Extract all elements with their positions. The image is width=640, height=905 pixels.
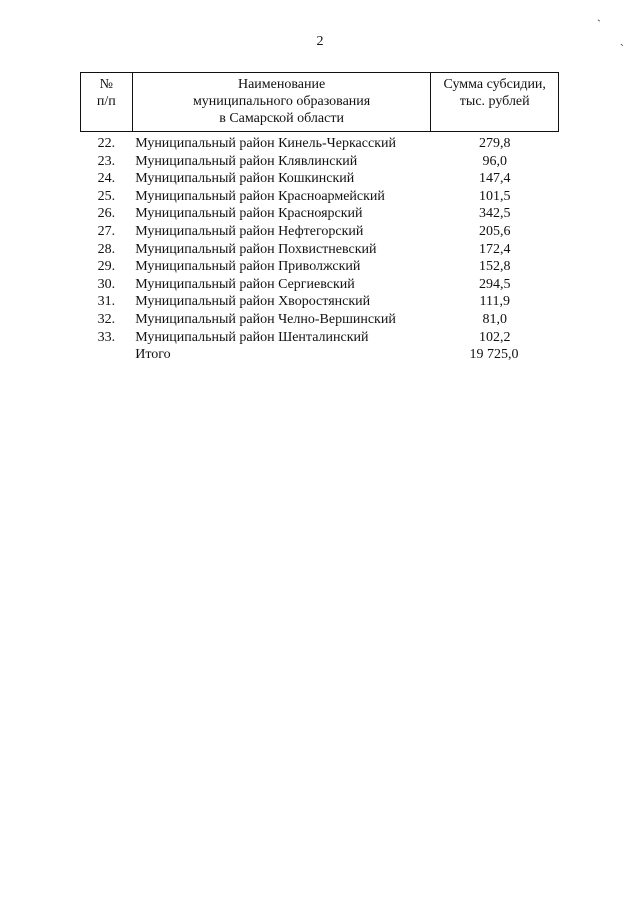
row-sum: 102,2 <box>478 329 511 345</box>
table-row <box>81 223 559 241</box>
row-number: 29. <box>97 259 116 275</box>
table-row <box>81 311 559 329</box>
table-row <box>81 258 559 276</box>
table-row <box>81 170 559 188</box>
row-name: Муниципальный район Сергиевский <box>135 276 355 292</box>
row-name: Муниципальный район Хворостянский <box>135 294 371 310</box>
row-number: 23. <box>97 153 116 169</box>
row-name: Муниципальный район Клявлинский <box>135 153 358 169</box>
row-name: Муниципальный район Красноярский <box>135 206 363 222</box>
row-sum: 294,5 <box>478 276 511 292</box>
row-number: 22. <box>97 136 116 151</box>
total-label: Итого <box>135 347 171 363</box>
row-number: 31. <box>97 294 116 310</box>
table-row <box>81 132 559 153</box>
row-name: Муниципальный район Приволжский <box>135 259 361 275</box>
row-number: 25. <box>97 188 116 204</box>
total-row <box>81 346 559 364</box>
header-name-line: муниципального образования <box>192 94 371 109</box>
table-row <box>81 293 559 311</box>
row-number: 33. <box>97 329 116 345</box>
row-sum: 81,0 <box>482 311 507 327</box>
header-num <box>81 73 133 132</box>
table-row <box>81 241 559 259</box>
row-name: Муниципальный район Похвистневский <box>135 241 377 257</box>
row-number: 30. <box>97 276 116 292</box>
header-sum <box>431 73 559 132</box>
header-sum-line: тыс. рублей <box>459 94 530 109</box>
header-name <box>132 73 431 132</box>
scan-mark-side: ˴ <box>620 36 624 50</box>
scan-mark-top: ˎ <box>597 8 601 22</box>
row-sum: 96,0 <box>482 153 507 169</box>
table-row <box>81 276 559 294</box>
row-sum: 101,5 <box>478 188 511 204</box>
row-sum: 279,8 <box>478 136 511 151</box>
row-sum: 111,9 <box>479 294 510 310</box>
row-name: Муниципальный район Шенталинский <box>135 329 369 345</box>
header-num-line: № <box>99 77 114 92</box>
row-number: 26. <box>97 206 116 222</box>
row-sum: 205,6 <box>478 223 511 239</box>
row-name: Муниципальный район Кинель-Черкасский <box>135 136 396 151</box>
total-number-cell <box>81 346 133 364</box>
table-row <box>81 329 559 347</box>
row-number: 32. <box>97 311 116 327</box>
table-row <box>81 188 559 206</box>
header-num-line: п/п <box>96 94 116 109</box>
row-number: 27. <box>97 223 116 239</box>
page-number: 2 <box>316 34 324 49</box>
row-name: Муниципальный район Красноармейский <box>135 188 385 204</box>
row-name: Муниципальный район Нефтегорский <box>135 223 364 239</box>
row-name: Муниципальный район Челно-Вершинский <box>135 311 396 327</box>
row-number: 28. <box>97 241 116 257</box>
table-row <box>81 205 559 223</box>
row-sum: 147,4 <box>478 171 511 187</box>
header-name-line: Наименование <box>237 77 326 92</box>
table-header <box>81 73 559 132</box>
total-sum: 19 725,0 <box>469 347 519 363</box>
row-name: Муниципальный район Кошкинский <box>135 171 355 187</box>
table-row <box>81 153 559 171</box>
subsidy-table <box>80 72 559 364</box>
row-sum: 152,8 <box>478 259 511 275</box>
header-sum-line: Сумма субсидии, <box>443 77 546 92</box>
row-number: 24. <box>97 171 116 187</box>
row-sum: 342,5 <box>478 206 511 222</box>
header-name-line: в Самарской области <box>219 111 344 126</box>
row-sum: 172,4 <box>478 241 511 257</box>
